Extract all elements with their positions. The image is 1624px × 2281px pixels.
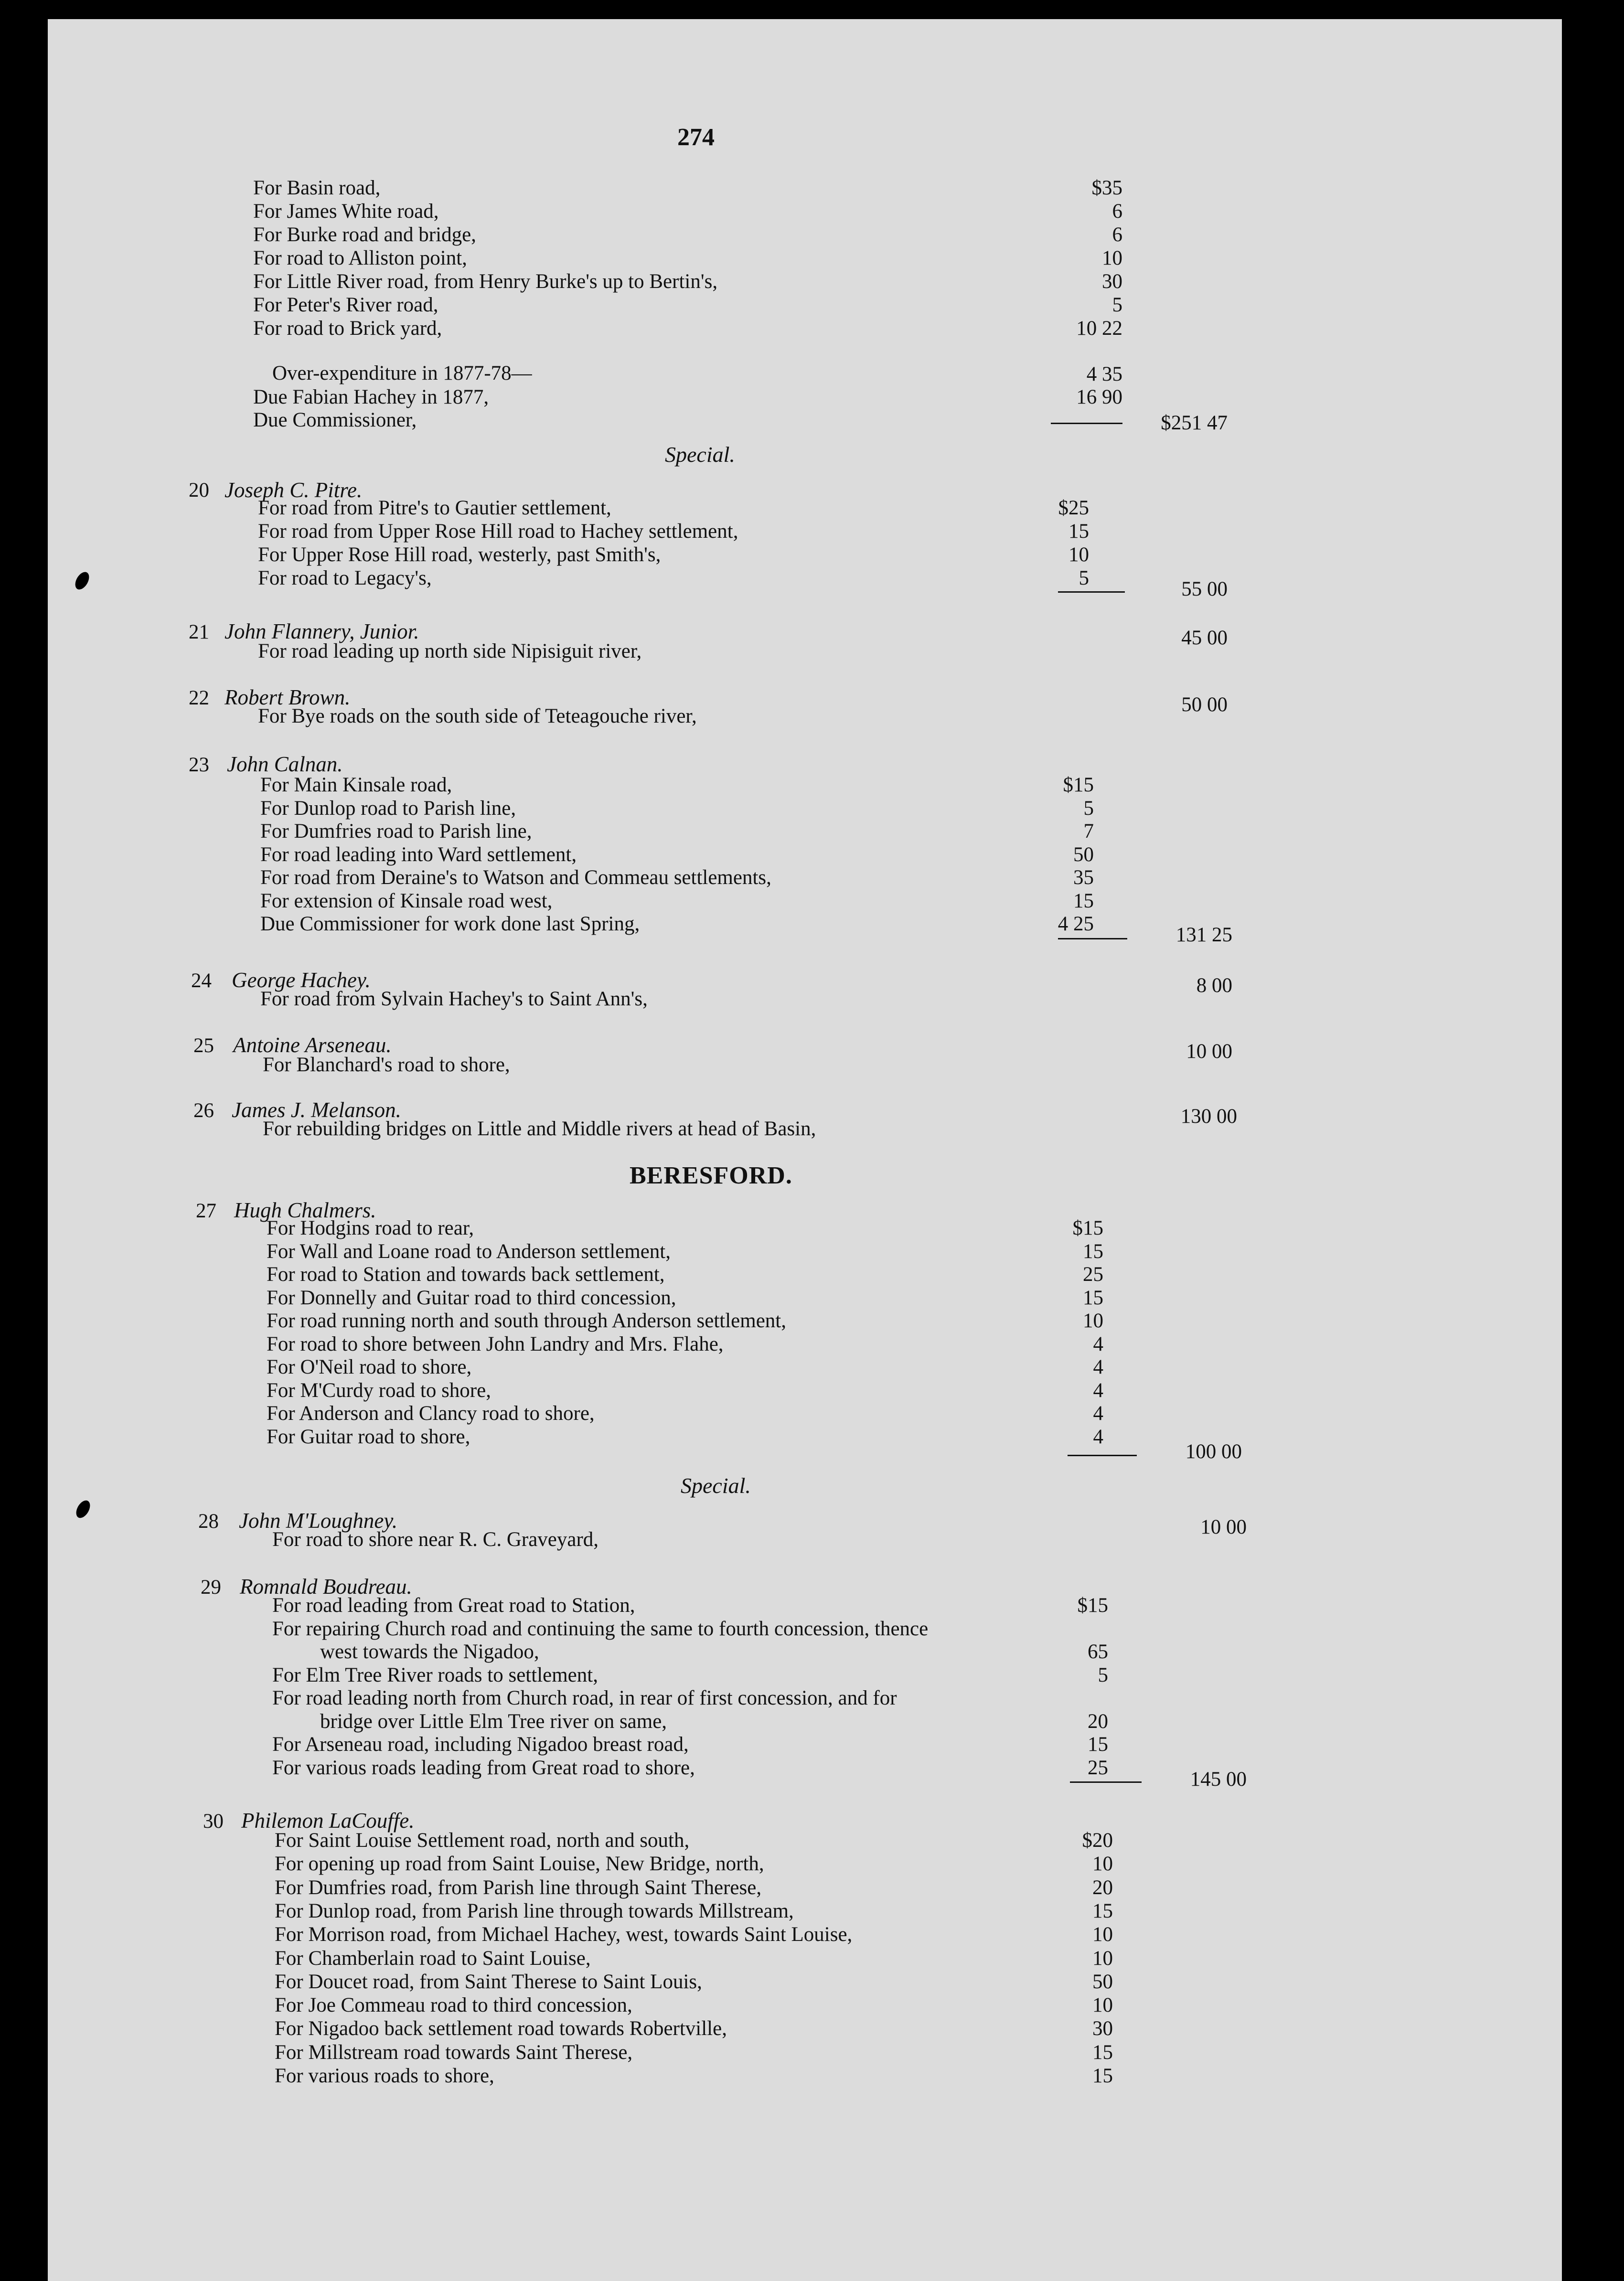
entry-27-item-label: For M'Curdy road to shore, [267,1379,491,1402]
entry-26-item-label: For rebuilding bridges on Little and Middle rivers at head of Basin, [263,1118,816,1140]
entry-27-item-label: For Donnelly and Guitar road to third concession, [267,1286,676,1309]
entry-23-item-amount: 4 25 [1058,913,1094,935]
entry-27-item-label: For road to Station and towards back settlement, [267,1263,665,1286]
top-block-total: $251 47 [1161,412,1228,434]
top-item-label: For Peter's River road, [253,294,438,316]
entry-29-item-label: bridge over Little Elm Tree river on same, [320,1710,667,1733]
entry-number: 23 [189,754,209,776]
entry-27-item-amount: 15 [1083,1286,1103,1309]
entry-29-item-label: For various roads leading from Great road to shore, [272,1756,695,1779]
entry-29-item-amount: 25 [1088,1756,1108,1779]
entry-30-item-amount: 15 [1092,2065,1113,2087]
entry-number: 25 [193,1034,214,1057]
entry-23-item-label: For extension of Kinsale road west, [260,889,553,912]
entry-total: 10 00 [1186,1040,1232,1063]
entry-23-item-label: For Main Kinsale road, [260,774,452,796]
entry-total: 45 00 [1181,627,1228,649]
entry-28-item-label: For road to shore near R. C. Graveyard, [272,1528,599,1551]
entry-name: John M'Loughney. [239,1509,398,1533]
total-rule [1051,423,1122,424]
entry-total: 8 00 [1196,974,1232,997]
entry-23-item-label: For road from Deraine's to Watson and Commeau settlements, [260,866,771,889]
top-item-amount: 10 [1102,247,1122,269]
entry-23-item-label: For Dunlop road to Parish line, [260,797,516,820]
entry-29-item-label: For repairing Church road and continuing the same to fourth concession, thence [272,1617,929,1640]
entry-20-item-amount: 5 [1079,567,1089,589]
overexpenditure-amount: 4 35 [1086,363,1122,385]
entry-30-item-amount: 10 [1092,1923,1113,1946]
entry-27-item-label: For Anderson and Clancy road to shore, [267,1402,595,1425]
entry-27-item-amount: 25 [1083,1263,1103,1286]
entry-27-item-label: For road running north and south through Anderson settlement, [267,1310,786,1332]
entry-23-item-amount: 5 [1083,797,1094,820]
entry-23-item-label: Due Commissioner for work done last Spring, [260,913,640,935]
entry-total: 55 00 [1181,578,1228,600]
top-item-label: For Little River road, from Henry Burke's up to Bertin's, [253,270,718,293]
entry-29-item-label: For Arseneau road, including Nigadoo breast road, [272,1733,689,1756]
top-item-amount: 6 [1112,224,1122,246]
entry-name: John Flannery, Junior. [224,619,419,643]
top-item-amount: 10 22 [1076,317,1122,340]
entry-name: Joseph C. Pitre. [224,478,363,502]
top-item-label: For Burke road and bridge, [253,224,476,246]
entry-30-item-label: For Millstream road towards Saint Therese, [275,2041,633,2064]
entry-name: John Calnan. [227,752,343,776]
entry-27-item-amount: 15 [1083,1240,1103,1263]
entry-number: 24 [191,970,212,992]
top-item-label: For Basin road, [253,177,381,199]
entry-name: George Hachey. [232,968,371,992]
entry-30-item-label: For Doucet road, from Saint Therese to Saint Louis, [275,1970,702,1993]
entry-23-item-label: For road leading into Ward settlement, [260,843,577,866]
entry-30-item-label: For Joe Commeau road to third concession, [275,1994,632,2017]
entry-23-item-amount: 7 [1083,820,1094,842]
section-special-heading: Special. [665,442,735,467]
entry-20-item-label: For Upper Rose Hill road, westerly, past Smith's, [258,544,661,566]
entry-24-item-label: For road from Sylvain Hachey's to Saint Ann's, [260,988,648,1010]
entry-29-item-label: For road leading north from Church road, in rear of first concession, and for [272,1687,897,1709]
entry-23-item-amount: 50 [1073,843,1094,866]
entry-number: 29 [201,1576,221,1599]
entry-29-item-amount: 65 [1088,1641,1108,1663]
top-item-amount: 6 [1112,200,1122,223]
section-heading-beresford: BERESFORD. [630,1162,792,1189]
entry-30-item-amount: 30 [1092,2017,1113,2040]
entry-20-item-amount: 15 [1068,520,1089,543]
subtotal-rule [1058,938,1127,939]
entry-27-item-amount: 4 [1093,1425,1103,1448]
entry-27-item-amount: 10 [1083,1310,1103,1332]
top-item-label: For road to Alliston point, [253,247,467,269]
entry-name: Romnald Boudreau. [240,1575,412,1599]
entry-23-item-amount: 15 [1073,889,1094,912]
entry-29-item-label: For road leading from Great road to Station, [272,1594,635,1617]
entry-30-item-label: For Dumfries road, from Parish line through Saint Therese, [275,1876,762,1899]
entry-29-item-label: west towards the Nigadoo, [320,1641,539,1663]
entry-number: 30 [203,1810,224,1833]
entry-number: 27 [196,1200,216,1222]
entry-name: James J. Melanson. [232,1098,401,1122]
entry-27-item-amount: $15 [1072,1217,1103,1239]
entry-20-item-amount: 10 [1068,544,1089,566]
entry-27-item-amount: 4 [1093,1356,1103,1378]
entry-number: 21 [189,621,209,643]
entry-20-item-label: For road to Legacy's, [258,567,432,589]
overexpenditure-label: Over-expenditure in 1877-78— [272,362,532,384]
top-item-amount: 5 [1112,294,1122,316]
entry-29-item-amount: 5 [1098,1663,1108,1686]
top-item-amount: $35 [1091,177,1122,199]
entry-29-item-label: For Elm Tree River roads to settlement, [272,1663,598,1686]
entry-30-item-label: For Nigadoo back settlement road towards Robertville, [275,2017,727,2040]
due-fabian-label: Due Fabian Hachey in 1877, [253,386,489,408]
entry-30-item-label: For Dunlop road, from Parish line through towards Millstream, [275,1899,794,1922]
entry-name: Antoine Arseneau. [233,1033,392,1057]
subtotal-rule [1068,1455,1137,1456]
entry-total: 10 00 [1200,1516,1247,1538]
top-item-label: For James White road, [253,200,439,223]
entry-30-item-label: For various roads to shore, [275,2065,494,2087]
entry-29-item-amount: 20 [1088,1710,1108,1733]
entry-20-item-label: For road from Upper Rose Hill road to Hachey settlement, [258,520,738,543]
entry-name: Hugh Chalmers. [234,1198,376,1222]
entry-27-item-amount: 4 [1093,1332,1103,1355]
entry-30-item-label: For Morrison road, from Michael Hachey, west, towards Saint Louise, [275,1923,853,1946]
entry-30-item-amount: 50 [1092,1970,1113,1993]
entry-total: 145 00 [1190,1768,1247,1791]
due-commissioner-label: Due Commissioner, [253,409,417,431]
entry-29-item-amount: $15 [1077,1594,1108,1617]
entry-27-item-label: For road to shore between John Landry and Mrs. Flahe, [267,1332,724,1355]
entry-30-item-amount: 15 [1092,1899,1113,1922]
entry-22-item-label: For Bye roads on the south side of Teteagouche river, [258,705,697,727]
entry-20-item-label: For road from Pitre's to Gautier settlement, [258,497,611,519]
entry-23-item-label: For Dumfries road to Parish line, [260,820,532,842]
entry-27-item-amount: 4 [1093,1402,1103,1425]
page-number: 274 [677,124,715,151]
entry-30-item-label: For Saint Louise Settlement road, north and south, [275,1829,690,1852]
entry-21-item-label: For road leading up north side Nipisiguit river, [258,640,642,662]
entry-30-item-amount: 10 [1092,1994,1113,2017]
entry-30-item-label: For Chamberlain road to Saint Louise, [275,1947,591,1970]
top-item-label: For road to Brick yard, [253,317,442,340]
entry-27-item-label: For Wall and Loane road to Anderson settlement, [267,1240,671,1263]
entry-27-item-amount: 4 [1093,1379,1103,1402]
entry-total: 131 25 [1175,924,1232,946]
subtotal-rule [1070,1781,1142,1783]
section-special-heading: Special. [681,1473,751,1498]
entry-27-item-label: For O'Neil road to shore, [267,1356,472,1378]
entry-23-item-amount: $15 [1063,774,1094,796]
entry-20-item-amount: $25 [1058,497,1089,519]
entry-total: 130 00 [1180,1105,1237,1128]
entry-27-item-label: For Hodgins road to rear, [267,1217,474,1239]
subtotal-rule [1058,591,1125,593]
entry-number: 20 [189,479,209,501]
entry-total: 100 00 [1185,1440,1242,1463]
entry-number: 22 [189,687,209,709]
entry-25-item-label: For Blanchard's road to shore, [263,1054,510,1076]
entry-23-item-amount: 35 [1073,866,1094,889]
entry-number: 26 [193,1099,214,1122]
entry-30-item-amount: 20 [1092,1876,1113,1899]
entry-29-item-amount: 15 [1088,1733,1108,1756]
entry-name: Philemon LaCouffe. [241,1809,415,1833]
top-item-amount: 30 [1102,270,1122,293]
due-fabian-amount: 16 90 [1076,386,1122,408]
entry-number: 28 [198,1510,219,1533]
entry-name: Robert Brown. [224,685,351,709]
entry-30-item-label: For opening up road from Saint Louise, New Bridge, north, [275,1853,764,1876]
entry-30-item-amount: $20 [1082,1829,1113,1852]
entry-total: 50 00 [1181,693,1228,716]
entry-27-item-label: For Guitar road to shore, [267,1425,470,1448]
entry-30-item-amount: 15 [1092,2041,1113,2064]
entry-30-item-amount: 10 [1092,1947,1113,1970]
entry-30-item-amount: 10 [1092,1853,1113,1876]
